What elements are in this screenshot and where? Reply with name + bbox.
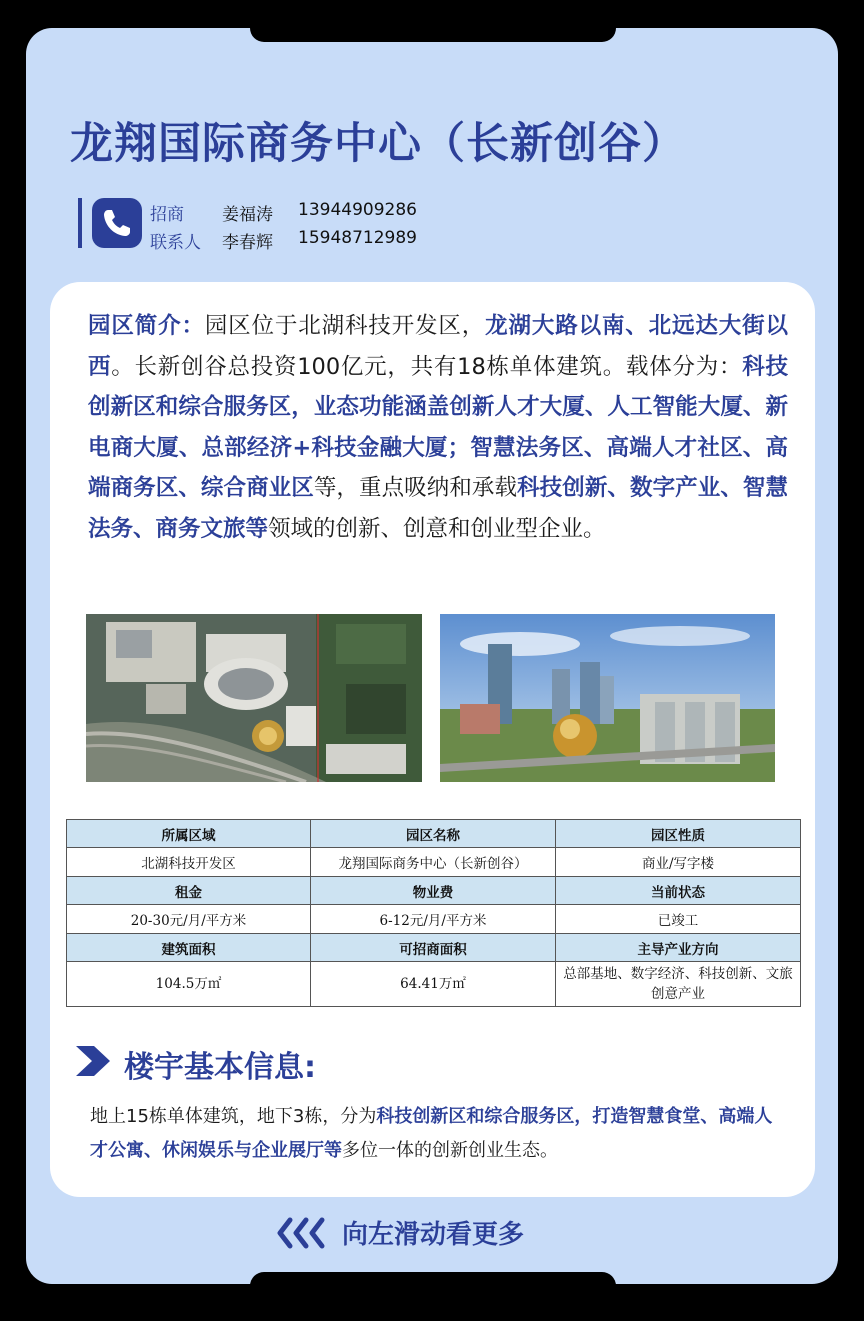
triple-chevron-left-icon	[276, 1216, 332, 1250]
table-cell: 20-30元/月/平方米	[67, 905, 311, 934]
phone-icon[interactable]	[92, 198, 142, 248]
intro-label: 园区简介：	[88, 313, 205, 339]
building-text-2: 多位一体的创新创业生态。	[342, 1140, 558, 1161]
intro-text-2: 。长新创谷总投资100亿元，共有18栋单体建筑。载体分为：	[111, 353, 743, 380]
table-cell: 已竣工	[556, 905, 801, 934]
table-cell: 64.41万㎡	[311, 962, 556, 1007]
swipe-left-hint[interactable]	[276, 1212, 596, 1252]
contact-phone-1[interactable]: 13944909286	[298, 200, 417, 220]
table-header-cell: 园区性质	[556, 820, 801, 848]
contact-block	[78, 196, 478, 253]
building-section-title: 楼宇基本信息:	[124, 1050, 316, 1085]
table-header-cell: 主导产业方向	[556, 934, 801, 962]
table-header-cell: 当前状态	[556, 877, 801, 905]
contact-label-recruit: 招商	[150, 205, 184, 225]
swipe-hint-label: 向左滑动看更多	[342, 1220, 525, 1250]
card-bottom-notch	[250, 1272, 616, 1290]
intro-text-3: 等，重点吸纳和承载	[313, 475, 518, 501]
park-info-table	[66, 819, 801, 1007]
intro-bold-2: 科技创新区和综合服务区，业态功能涵盖创新人才大厦、人工智能大厦、新电商大厦、总部经济+科技金融大厦；智慧法务区、高端人才社区、高端商务区、综合商业区	[88, 353, 788, 501]
building-text-1: 地上15栋单体建筑，地下3栋，分为	[90, 1106, 377, 1127]
table-header-cell: 建筑面积	[67, 934, 311, 962]
building-section-heading	[74, 1042, 474, 1085]
contact-phone-2[interactable]: 15948712989	[298, 228, 417, 248]
intro-text-4: 领域的创新、创意和创业型企业。	[268, 515, 606, 542]
table-cell: 104.5万㎡	[67, 962, 311, 1007]
building-info-text	[90, 1100, 780, 1168]
intro-bold-1: 龙湖大路以南、北远达大街以西	[88, 313, 788, 380]
skyline-photo	[440, 614, 775, 782]
intro-bold-3: 科技创新、数字产业、智慧法务、商务文旅等	[88, 475, 788, 542]
table-cell: 总部基地、数字经济、科技创新、文旅创意产业	[556, 962, 801, 1007]
table-header-cell: 所属区域	[67, 820, 311, 848]
chevron-right-icon	[74, 1044, 112, 1078]
table-cell: 商业/写字楼	[556, 848, 801, 877]
contact-name-2: 李春辉	[222, 233, 273, 253]
table-header-cell: 可招商面积	[311, 934, 556, 962]
contact-name-1: 姜福涛	[222, 205, 273, 225]
table-header-cell: 园区名称	[311, 820, 556, 848]
building-bold-1: 科技创新区和综合服务区，打造智慧食堂、高端人才公寓、休闲娱乐与企业展厅等	[90, 1106, 773, 1161]
table-header-cell: 物业费	[311, 877, 556, 905]
table-cell: 6-12元/月/平方米	[311, 905, 556, 934]
table-cell: 北湖科技开发区	[67, 848, 311, 877]
contact-accent-bar	[78, 198, 82, 248]
card-top-notch	[250, 24, 616, 42]
intro-text-1: 园区位于北湖科技开发区，	[204, 313, 486, 339]
table-header-cell: 租金	[67, 877, 311, 905]
page-title: 龙翔国际商务中心（长新创谷）	[70, 119, 686, 169]
aerial-photo	[86, 614, 422, 782]
contact-label-person: 联系人	[150, 233, 201, 253]
park-intro	[88, 306, 788, 549]
table-cell: 龙翔国际商务中心（长新创谷）	[311, 848, 556, 877]
